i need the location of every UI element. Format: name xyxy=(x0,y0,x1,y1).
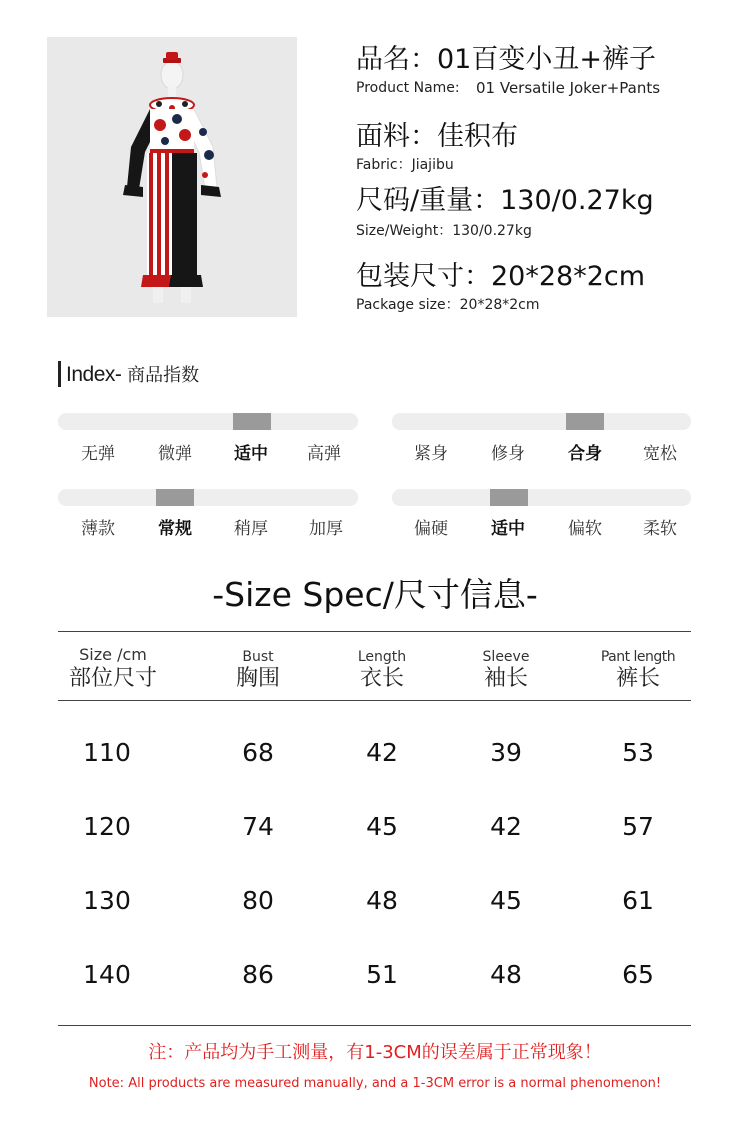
size-spec-title: -Size Spec/尺寸信息- xyxy=(212,575,538,614)
thickness-label: 薄款 xyxy=(81,519,115,539)
table-cell: 61 xyxy=(622,886,654,915)
elasticity-label: 高弹 xyxy=(307,444,341,464)
table-cell: 51 xyxy=(366,960,398,989)
table-cell: 39 xyxy=(490,738,522,767)
clown-costume-image xyxy=(47,37,297,317)
elasticity-label-selected: 适中 xyxy=(234,444,268,464)
measurement-note-cn: 注：产品均为手工测量，有1-3CM的误差属于正常现象！ xyxy=(148,1042,602,1063)
softness-scale-track xyxy=(392,489,691,506)
table-cell: 53 xyxy=(622,738,654,767)
size-weight-cn: 尺码/重量：130/0.27kg xyxy=(356,185,654,216)
fit-label-selected: 合身 xyxy=(568,444,602,464)
index-heading-cn: 商品指数 xyxy=(121,365,200,386)
table-cell: 74 xyxy=(242,812,274,841)
thickness-label-selected: 常规 xyxy=(158,519,192,539)
header-sleeve-cn: 袖长 xyxy=(483,666,529,691)
table-cell: 57 xyxy=(622,812,654,841)
header-length-cn: 衣长 xyxy=(359,666,405,691)
header-bust-en: Bust xyxy=(242,649,274,665)
table-cell: 140 xyxy=(83,960,131,989)
header-bust-cn: 胸围 xyxy=(235,666,281,691)
table-cell: 80 xyxy=(242,886,274,915)
header-length-en: Length xyxy=(357,649,407,665)
index-heading-bar xyxy=(58,361,61,387)
table-header-rule xyxy=(58,700,691,701)
product-name-en-label: Product Name: xyxy=(356,80,460,96)
elasticity-label: 无弹 xyxy=(81,444,115,464)
softness-label: 偏软 xyxy=(568,519,602,539)
product-photo xyxy=(47,37,297,317)
thickness-label: 加厚 xyxy=(309,519,343,539)
measurement-note-en: Note: All products are measured manually, and a 1-3CM error is a normal phenomenon! xyxy=(88,1076,662,1091)
package-size-cn: 包装尺寸：20*28*2cm xyxy=(356,261,646,292)
softness-label: 柔软 xyxy=(643,519,677,539)
header-pant-length-en: Pant length xyxy=(600,649,676,665)
product-name-en-value: 01 Versatile Joker+Pants xyxy=(476,79,661,97)
table-cell: 45 xyxy=(366,812,398,841)
product-name-cn: 品名：01百变小丑+裤子 xyxy=(356,44,656,75)
thickness-scale-track xyxy=(58,489,358,506)
table-top-rule xyxy=(58,631,691,632)
softness-label: 偏硬 xyxy=(414,519,448,539)
softness-label-selected: 适中 xyxy=(491,519,525,539)
fabric-cn: 面料：佳积布 xyxy=(356,121,518,152)
elasticity-scale-marker xyxy=(233,413,271,430)
table-cell: 45 xyxy=(490,886,522,915)
table-cell: 65 xyxy=(622,960,654,989)
table-cell: 130 xyxy=(83,886,131,915)
size-weight-en: Size/Weight：130/0.27kg xyxy=(356,223,532,239)
table-cell: 68 xyxy=(242,738,274,767)
table-cell: 86 xyxy=(242,960,274,989)
elasticity-label: 微弹 xyxy=(158,444,192,464)
table-cell: 42 xyxy=(366,738,398,767)
index-heading xyxy=(66,364,199,385)
fit-scale-track xyxy=(392,413,691,430)
index-heading-en: Index- xyxy=(66,363,122,386)
table-bottom-rule xyxy=(58,1025,691,1026)
table-cell: 120 xyxy=(83,812,131,841)
header-size-cn: 部位尺寸 xyxy=(68,666,158,691)
softness-scale-marker xyxy=(490,489,528,506)
header-sleeve-en: Sleeve xyxy=(482,649,530,665)
fabric-en: Fabric：Jiajibu xyxy=(356,157,454,173)
package-size-en: Package size：20*28*2cm xyxy=(356,297,540,313)
header-pant-length-cn: 裤长 xyxy=(615,666,661,691)
table-cell: 42 xyxy=(490,812,522,841)
table-cell: 48 xyxy=(366,886,398,915)
elasticity-scale-track xyxy=(58,413,358,430)
fit-scale-marker xyxy=(566,413,604,430)
table-cell: 48 xyxy=(490,960,522,989)
table-cell: 110 xyxy=(83,738,131,767)
thickness-label: 稍厚 xyxy=(234,519,268,539)
fit-label: 修身 xyxy=(491,444,525,464)
fit-label: 宽松 xyxy=(643,444,677,464)
fit-label: 紧身 xyxy=(414,444,448,464)
thickness-scale-marker xyxy=(156,489,194,506)
header-size-en: Size /cm xyxy=(79,645,147,664)
